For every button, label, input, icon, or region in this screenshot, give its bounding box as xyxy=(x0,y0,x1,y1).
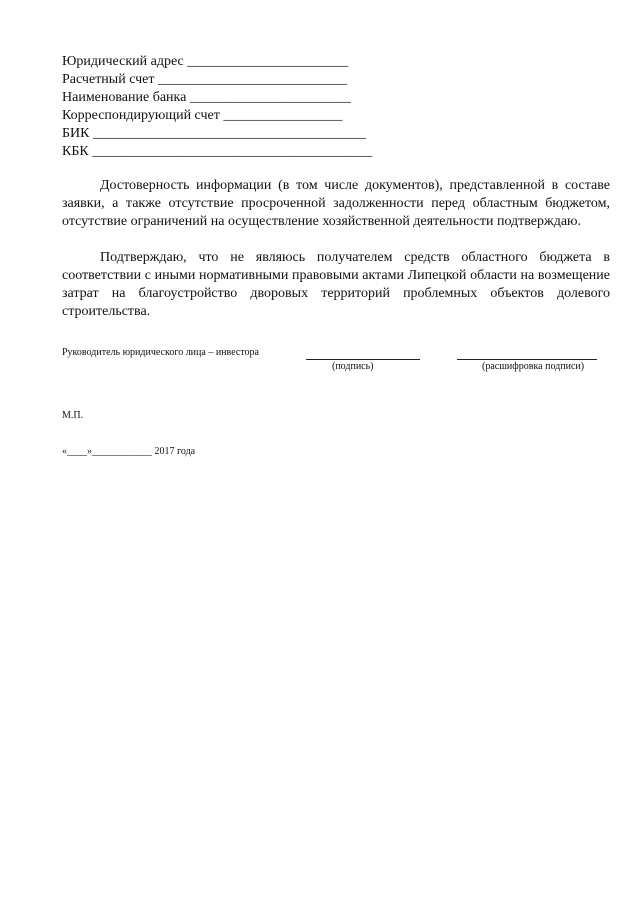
signature-line xyxy=(306,347,420,360)
signature-label: Руководитель юридического лица – инвестора xyxy=(62,347,259,358)
signature-decode-line xyxy=(457,347,597,360)
field-bank-name: Наименование банка _______________________ xyxy=(62,90,351,105)
paragraph-confirmation: Подтверждаю, что не являюсь получателем средств областного бюджета в соответствии с иными нормативными правовыми актами Липецкой области на возмещение затрат на благоустройство дворовых территорий проблемных объектов долевого строительства. xyxy=(62,250,610,319)
field-legal-address: Юридический адрес _______________________ xyxy=(62,54,349,69)
field-bik: БИК _______________________________________ xyxy=(62,126,366,141)
signature-decode-caption: (расшифровка подписи) xyxy=(482,361,585,372)
paragraph-reliability: Достоверность информации (в том числе документов), представленной в составе заявки, а также отсутствие просроченной задолженности перед областным бюджетом, отсутствие ограничений на осуществление хозяйственной деятельности подтверждаю. xyxy=(62,178,610,229)
field-correspondent-account: Корреспондирующий счет _________________ xyxy=(62,108,343,123)
field-settlement-account: Расчетный счет ___________________________ xyxy=(62,72,348,87)
signature-caption: (подпись) xyxy=(332,361,374,372)
requisites-list xyxy=(62,53,392,161)
date-line: «____»____________ 2017 года xyxy=(62,446,196,457)
stamp-place: М.П. xyxy=(62,410,84,421)
signature-block xyxy=(62,347,622,387)
field-kbk: КБК ________________________________________ xyxy=(62,144,373,159)
